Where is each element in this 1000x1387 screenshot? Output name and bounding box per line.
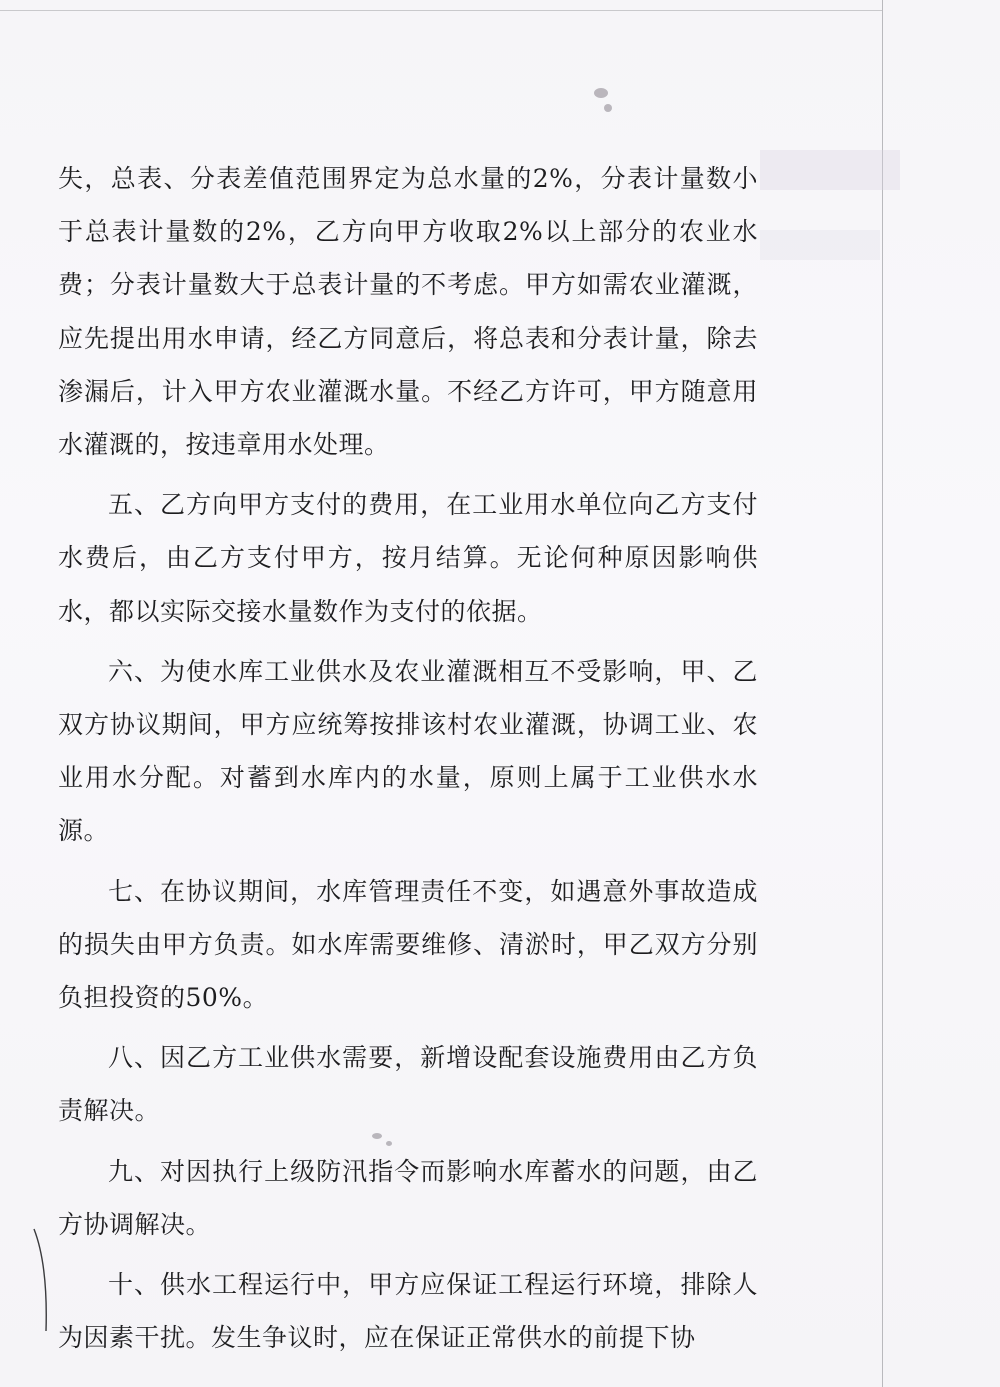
paragraph-clause-10: 十、供水工程运行中，甲方应保证工程运行环境，排除人为因素干扰。发生争议时，应在保证正常供水的前提下协 bbox=[58, 1270, 758, 1353]
scan-speck bbox=[594, 88, 608, 98]
page-top-edge bbox=[0, 10, 882, 11]
page-right-edge bbox=[882, 0, 883, 1387]
document-body bbox=[58, 152, 758, 1371]
paragraph-clause-7: 七、在协议期间，水库管理责任不变，如遇意外事故造成的损失由甲方负责。如水库需要维修、清淤时，甲乙双方分别负担投资的50%。 bbox=[58, 876, 758, 1013]
paragraph-clause-6: 六、为使水库工业供水及农业灌溉相互不受影响，甲、乙双方协议期间，甲方应统筹按排该村农业灌溉，协调工业、农业用水分配。对蓄到水库内的水量，原则上属于工业供水水源。 bbox=[58, 656, 758, 846]
paragraph-clause-9: 九、对因执行上级防汛指令而影响水库蓄水的问题，由乙方协调解决。 bbox=[58, 1156, 758, 1239]
paragraph-continued: 失，总表、分表差值范围界定为总水量的2%，分表计量数小于总表计量数的2%，乙方向甲方收取2%以上部分的农业水费；分表计量数大于总表计量的不考虑。甲方如需农业灌溉，应先提出用水申请，经乙方同意后，将总表和分表计量，除去渗漏后，计入甲方农业灌溉水量。不经乙方许可，甲方随意用水灌溉的，按违章用水处理。 bbox=[58, 164, 758, 460]
bleed-through-shadow bbox=[760, 150, 900, 190]
paragraph-clause-5: 五、乙方向甲方支付的费用，在工业用水单位向乙方支付水费后，由乙方支付甲方，按月结算。无论何种原因影响供水，都以实际交接水量数作为支付的依据。 bbox=[58, 490, 758, 626]
scan-speck bbox=[604, 104, 612, 112]
paragraph-clause-8: 八、因乙方工业供水需要，新增设配套设施费用由乙方负责解决。 bbox=[58, 1043, 758, 1126]
bleed-through-shadow bbox=[760, 230, 880, 260]
